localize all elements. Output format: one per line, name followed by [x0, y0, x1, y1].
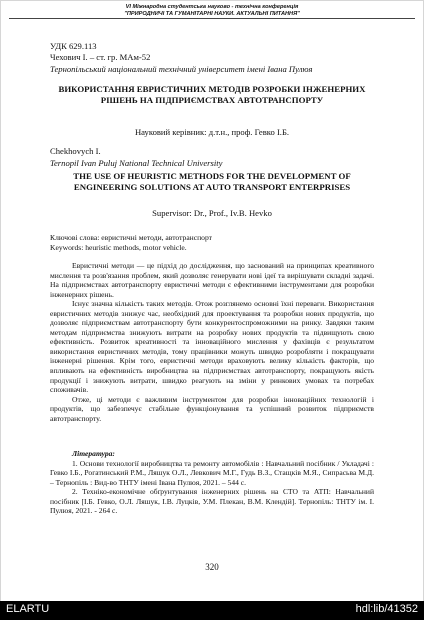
header-divider	[9, 18, 415, 19]
abstract-body	[50, 261, 374, 423]
affiliation-en: Ternopil Ivan Puluj National Technical University	[50, 158, 223, 168]
keywords-en: Keywords: heuristic methods, motor vehicle.	[50, 243, 187, 252]
references-section	[50, 449, 374, 516]
keywords-block	[50, 233, 212, 253]
repository-name: ELARTU	[6, 603, 50, 615]
conference-header	[9, 4, 415, 17]
conference-header-line2: "ПРИРОДНИЧІ ТА ГУМАНІТАРНІ НАУКИ. АКТУАЛЬНІ ПИТАННЯ"	[124, 10, 300, 17]
footer-bar	[0, 601, 424, 620]
page-number: 320	[205, 562, 219, 572]
handle-link[interactable]: hdl:lib/41352	[355, 603, 418, 615]
conference-header-line1: VI Міжнародна студентська науково - технічна конференція	[125, 4, 299, 10]
udk-code: УДК 629.113	[50, 41, 97, 51]
author-en: Chekhovych I.	[50, 146, 101, 156]
title-en: THE USE OF HEURISTIC METHODS FOR THE DEVELOPMENT OF ENGINEERING SOLUTIONS AT AUTO TRANSPORT ENTERPRISES	[73, 171, 351, 192]
reference-item-2: 2. Техніко-економічне обґрунтування інженерних рішень на СТО та АТП: Навчальний посібник [І.Б. Гевко, О.Л. Ляшук, І.В. Луцків, У.М. Плекан, В.М. Клендій]. Тернопіль: ТНТУ ім. І. Пулюя, 2021. - 264 с.	[50, 487, 374, 516]
affiliation-ua: Тернопільський національний технічний університет імені Івана Пулюя	[50, 64, 313, 74]
keywords-ua: Ключові слова: евристичні методи, автотранспорт	[50, 233, 212, 242]
references-heading: Література:	[72, 449, 115, 458]
body-paragraph-3: Отже, ці методи є важливим інструментом для розробки інноваційних технологій і продуктів, що забезпечує стабільне функціонування та успішний розвиток підприємств автотранспорту.	[50, 394, 374, 423]
supervisor-ua: Науковий керівник: д.т.н., проф. Гевко І.Б.	[134, 127, 290, 137]
body-paragraph-2: Існує значна кількість таких методів. Отож розглянемо основні їхні переваги. Використання евристичних методів знижує час, необхідний для проектування та розробки нових продуктів, що дозволяє підприємствам автотранспорту бути конкурентоспроможними на ринку. Завдяки таким методам підприємства знижують витрати на розробку нових продуктів та підвищують свою ефективність. Розвиток креативності та інноваційного мислення у фахівців є результатом використання евристичних методів, тому працівники можуть швидко розробляти і покращувати інженерні рішення. Крім того, евристичні методи враховують велику кількість факторів, що впливають на ефективність виробництва на підприємствах автотранспорту, покращують якість продукції і знижують витрати, швидко реагують на зміни у ринкових умовах та потребах споживачів.	[50, 299, 374, 395]
body-paragraph-1: Евристичні методи — це підхід до дослідження, що заснований на принципах креативного мислення та розв'язання проблем, який дозволяє генерувати нові ідеї та вирішувати складні задачі. На підприємствах автотранспорту евристичні методи є ефективними інструментами для розробки інженерних рішень.	[50, 261, 374, 299]
reference-item-1: 1. Основи технології виробництва та ремонту автомобілів : Навчальний посібник / Укладачі : Гевко І.Б., Рогатинський Р.М., Ляшук О.Л., Левкович М.Г., Гудь В.З., Стащків М.Я., Сипрасьва М.Д. – Тернопіль : Вид-во ТНТУ імені Івана Пулюя, 2021. – 544 с.	[50, 458, 374, 487]
supervisor-en: Supervisor: Dr., Prof., Iv.B. Hevko	[152, 208, 272, 218]
author-ua: Чехович І. – ст. гр. МАм-52	[50, 52, 151, 62]
title-ua: ВИКОРИСТАННЯ ЕВРИСТИЧНИХ МЕТОДІВ РОЗРОБКИ ІНЖЕНЕРНИХ РІШЕНЬ НА ПІДПРИЄМСТВАХ АВТОТРАНСПОРТУ	[58, 84, 366, 105]
